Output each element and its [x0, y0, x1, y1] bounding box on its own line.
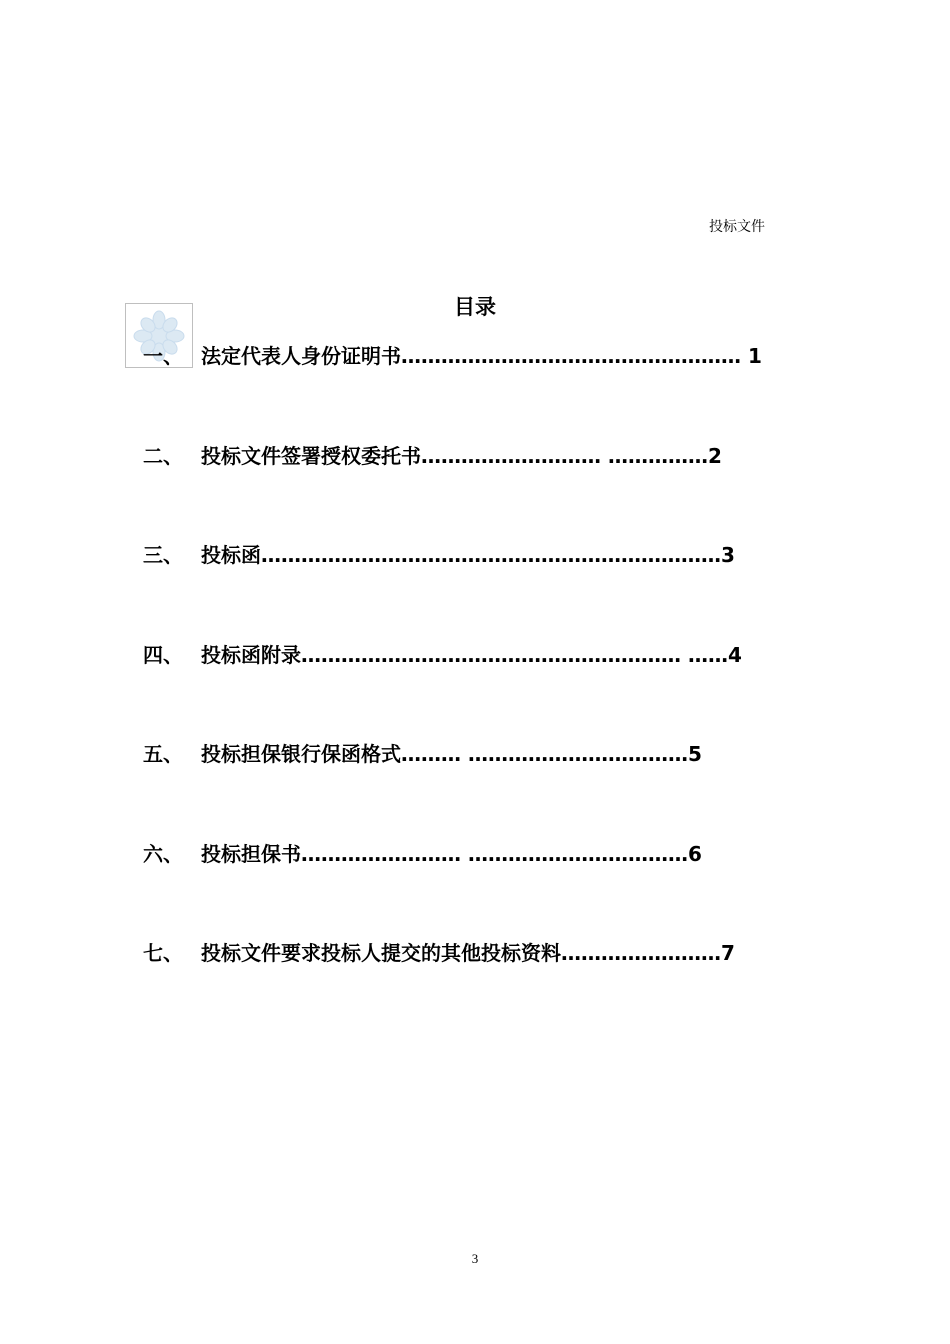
- toc-entry-text: 投标文件要求投标人提交的其他投标资料……………………7: [201, 941, 735, 965]
- toc-entry-number: 一、: [143, 344, 183, 368]
- toc-entry-text: 投标文件签署授权委托书……………………… ……………2: [201, 444, 722, 468]
- toc-entry-text: 投标函……………………………………………………………3: [201, 543, 735, 567]
- toc-title: 目录: [454, 295, 496, 319]
- toc-entry-text: 法定代表人身份证明书…………………………………………… 1: [201, 344, 762, 368]
- toc-entry-text: 投标担保银行保函格式……… ……………………………5: [201, 742, 702, 766]
- toc-entry-number: 二、: [143, 444, 183, 468]
- toc-entry-number: 三、: [143, 543, 183, 567]
- document-header: 投标文件: [709, 219, 765, 235]
- toc-entry-text: 投标函附录………………………………………………… ……4: [201, 643, 742, 667]
- toc-entry-number: 五、: [143, 742, 183, 766]
- toc-entry-number: 七、: [143, 941, 183, 965]
- page-number: 3: [471, 1251, 479, 1266]
- toc-entry-number: 六、: [143, 842, 183, 866]
- toc-entry-number: 四、: [143, 643, 183, 667]
- toc-entry-text: 投标担保书…………………… ……………………………6: [201, 842, 702, 866]
